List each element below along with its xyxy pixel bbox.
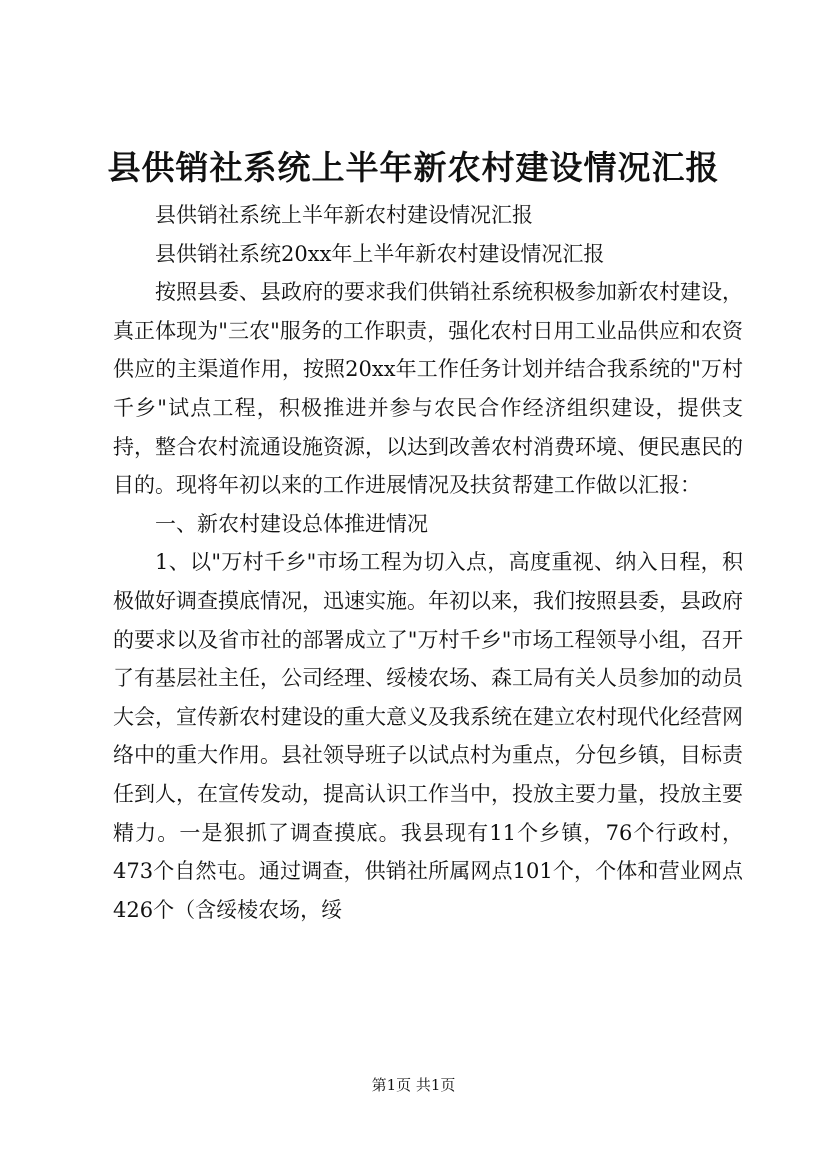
section-heading: 一、新农村建设总体推进情况 bbox=[155, 511, 428, 536]
document-title: 县供销社系统上半年新农村建设情况汇报 bbox=[107, 148, 720, 187]
paragraph-subtitle: 县供销社系统上半年新农村建设情况汇报 bbox=[155, 203, 533, 227]
page-footer: 第1页 共1页 bbox=[371, 1076, 456, 1094]
paragraph-intro: 按照县委、县政府的要求我们供销社系统积极参加新农村建设，真正体现为"三农"服务的工作职责，强化农村日用工业品供应和农资供应的主渠道作用，按照20xx年工作任务计划并结合我系统的"万村千乡"试点工程，积极推进并参与农民合作经济组织建设，提供支持，整合农村流通设施资源，以达到改善农村消费环境、便民惠民的目的。现将年初以来的工作进展情况及扶贫帮建工作做以汇报： bbox=[113, 280, 743, 498]
paragraph-full-title: 县供销社系统20xx年上半年新农村建设情况汇报 bbox=[155, 241, 605, 266]
paragraph-item-1: 1、以"万村千乡"市场工程为切入点，高度重视、纳入日程，积极做好调查摸底情况，迅速实施。年初以来，我们按照县委，县政府的要求以及省市社的部署成立了"万村千乡"市场工程领导小组，召开了有基层社主任，公司经理、绥棱农场、森工局有关人员参加的动员大会，宣传新农村建设的重大意义及我系统在建立农村现代化经营网络中的重大作用。县社领导班子以试点村为重点，分包乡镇，目标责任到人，在宣传发动，提高认识工作当中，投放主要力量，投放主要精力。一是狠抓了调查摸底。我县现有11个乡镇，76个行政村，473个自然屯。通过调查，供销社所属网点101个，个体和营业网点426个（含绥棱农场，绥 bbox=[113, 550, 743, 922]
document-body bbox=[113, 196, 743, 929]
